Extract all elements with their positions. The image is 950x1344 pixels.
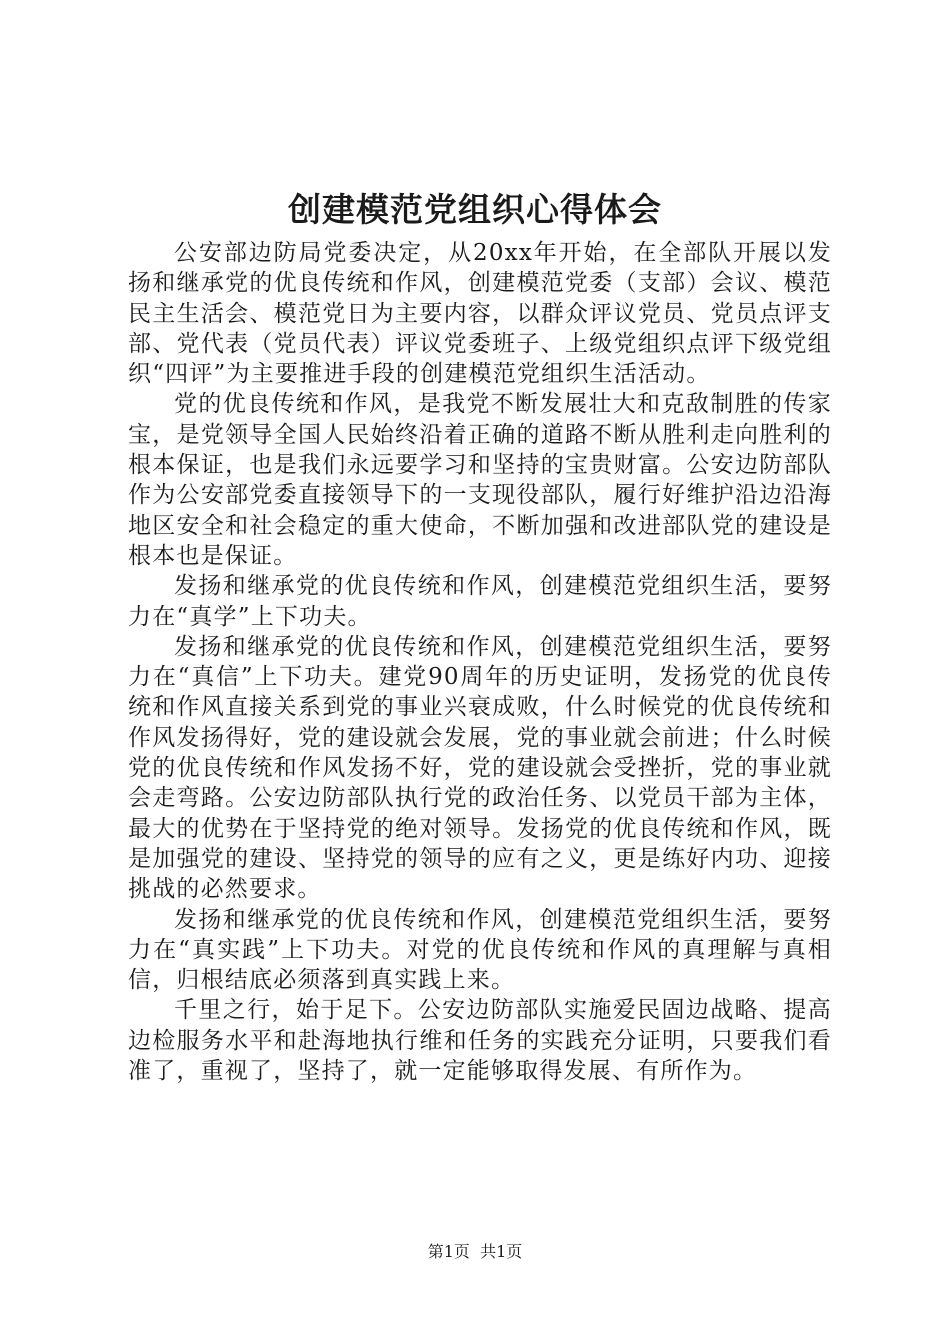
paragraph: 公安部边防局党委决定，从20xx年开始，在全部队开展以发扬和继承党的优良传统和作风，创建模范党委（支部）会议、模范民主生活会、模范党日为主要内容，以群众评议党员、党员点评支部、党代表（党员代表）评议党委班子、上级党组织点评下级党组织“四评”为主要推进手段的创建模范党组织生活活动。 bbox=[128, 240, 832, 388]
page-number: 第1页 共1页 bbox=[427, 1242, 523, 1261]
paragraph: 发扬和继承党的优良传统和作风，创建模范党组织生活，要努力在“真学”上下功夫。 bbox=[128, 573, 832, 630]
paragraph: 发扬和继承党的优良传统和作风，创建模范党组织生活，要努力在“真实践”上下功夫。对党的优良传统和作风的真理解与真相信，归根结底必须落到真实践上来。 bbox=[128, 906, 832, 994]
page-footer bbox=[0, 1240, 950, 1264]
paragraph: 发扬和继承党的优良传统和作风，创建模范党组织生活，要努力在“真信”上下功夫。建党90周年的历史证明，发扬党的优良传统和作风直接关系到党的事业兴衰成败，什么时候党的优良传统和作风发扬得好，党的建设就会发展，党的事业就会前进；什么时候党的优良传统和作风发扬不好，党的建设就会受挫折，党的事业就会走弯路。公安边防部队执行党的政治任务、以党员干部为主体，最大的优势在于坚持党的绝对领导。发扬党的优良传统和作风，既是加强党的建设、坚持党的领导的应有之义，更是练好内功、迎接挑战的必然要求。 bbox=[128, 633, 832, 903]
paragraph: 党的优良传统和作风，是我党不断发展壮大和克敌制胜的传家宝，是党领导全国人民始终沿着正确的道路不断从胜利走向胜利的根本保证，也是我们永远要学习和坚持的宝贵财富。公安边防部队作为公安部党委直接领导下的一支现役部队，履行好维护沿边沿海地区安全和社会稳定的重大使命，不断加强和改进部队党的建设是根本也是保证。 bbox=[128, 391, 832, 569]
paragraph: 千里之行，始于足下。公安边防部队实施爱民固边战略、提高边检服务水平和赴海地执行维和任务的实践充分证明，只要我们看准了，重视了，坚持了，就一定能够取得发展、有所作为。 bbox=[128, 997, 832, 1085]
document-body bbox=[128, 238, 832, 1086]
document-title: 创建模范党组织心得体会 bbox=[288, 190, 662, 229]
